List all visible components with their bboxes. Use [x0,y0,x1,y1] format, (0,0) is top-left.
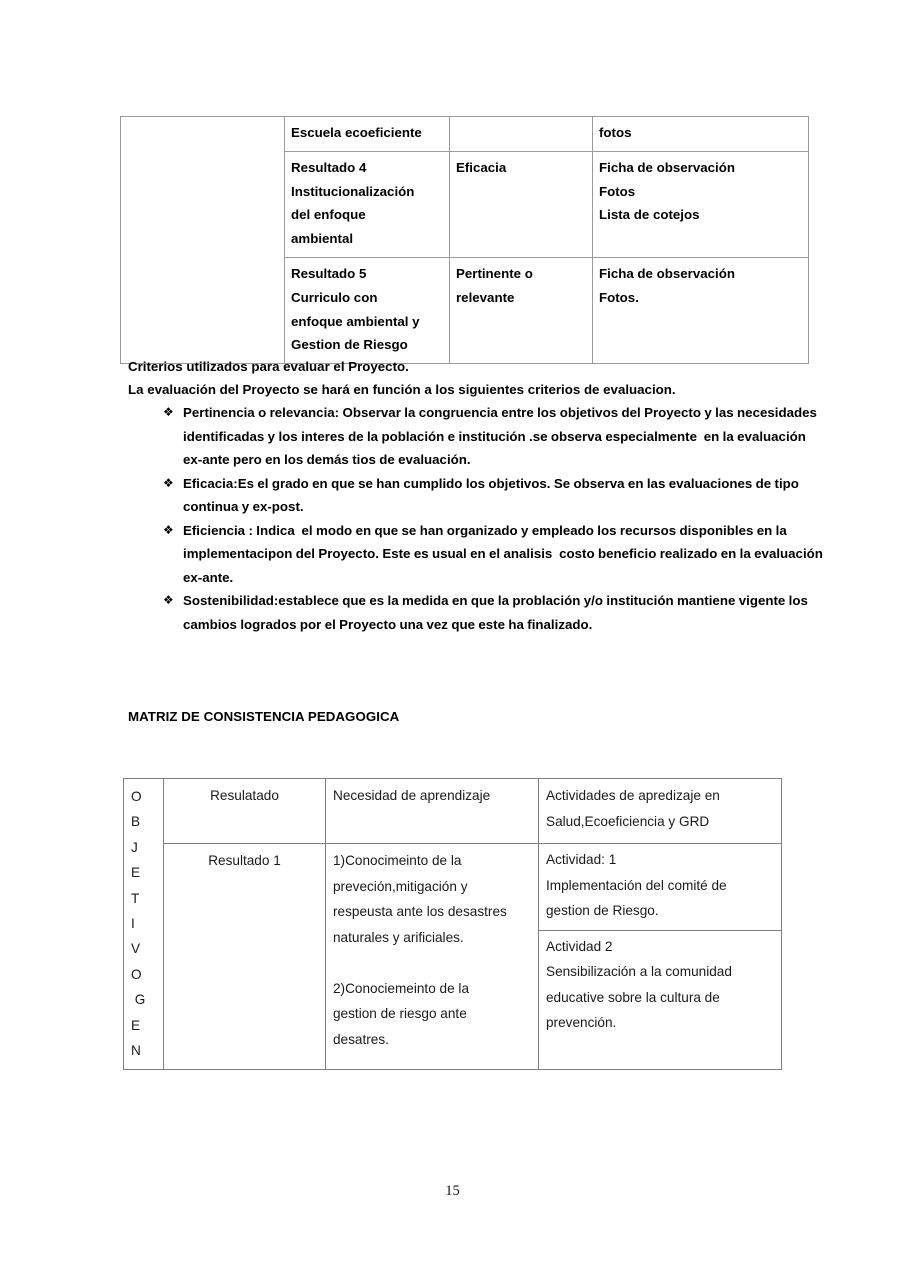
vertical-letter: E [131,865,141,881]
list-item-label: Pertinencia o relevancia: Observar la congruencia entre los objetivos del Proyecto y las necesidades identificadas y los interes de la población e institución .se observa especialmente en la evaluación ex-ante pero en los demás tios de evaluación. [183,405,821,467]
vertical-letter: O [131,789,142,804]
list-item [163,472,823,519]
table1-cell-r1c4: fotos [593,117,809,152]
table1-cell-r3c4: Ficha de observación Fotos. [593,257,809,363]
table-row [121,117,809,152]
objetivo-general-vertical-label [124,779,164,1070]
table1-cell-empty-spanned [121,117,285,364]
actividad-1-block: Actividad: 1 Implementación del comité de gestion de Riesgo. [539,844,781,930]
list-item [163,519,827,590]
table-row [124,844,782,1070]
diamond-bullet-icon: ❖ [163,475,174,490]
actividad-2-block: Actividad 2 Sensibilización a la comunidad educative sobre la cultura de prevención. [546,938,732,1031]
vertical-letter: B [131,814,141,830]
diamond-bullet-icon: ❖ [163,593,174,607]
table1-cell-r2c3: Eficacia [450,151,593,257]
vertical-letter: V [131,941,141,957]
criterios-heading: Criterios utilizados para evaluar el Proyecto. [128,359,409,374]
table2-cell-necesidades: 1)Conocimeinto de la preveción,mitigación y respeusta ante los desastres naturales y arificiales. 2)Conociemeinto de la gestion de riesgo ante desatres. [326,844,539,1070]
table2-cell-actividades [539,844,782,1070]
diamond-bullet-icon: ❖ [163,522,174,537]
table1-cell-r2c2: Resultado 4 Institucionalización del enfoque ambiental [285,151,450,257]
list-item-label: Sostenibilidad:establece que es la medida en que la problación y/o institución mantiene vigente los cambios logrados por el Proyecto una vez que este ha finalizado. [183,593,812,632]
table2-cell-resultado-1: Resultado 1 [164,844,326,1070]
table2-header-resultado: Resulatado [164,779,326,844]
vertical-letter: T [131,890,140,906]
vertical-letter: O [131,966,142,982]
list-item-label: Eficacia:Es el grado en que se han cumplido los objetivos. Se observa en las evaluaciones de tipo continua y ex-post. [183,475,803,514]
table-row [539,930,781,1042]
vertical-letter: E [131,1017,141,1033]
vertical-letter: G [131,992,146,1008]
table1-cell-r1c3 [450,117,593,152]
blank-line [333,950,531,976]
table1-cell-r3c3: Pertinente o relevante [450,257,593,363]
vertical-letter: N [131,1043,141,1059]
page-title: MATRIZ DE CONSISTENCIA PEDAGOGICA [128,709,400,724]
table2-header-necesidad: Necesidad de aprendizaje [326,779,539,844]
evaluation-criteria-table [120,116,809,364]
list-item-label: Eficiencia : Indica el modo en que se han organizado y empleado los recursos disponibles en la implementacipon del Proyecto. Este es usual en el analisis costo beneficio realizado en la evaluación ex-ante. [183,522,827,585]
table-row [539,844,781,930]
table1-cell-r2c4: Ficha de observación Fotos Lista de cotejos [593,151,809,257]
diamond-bullet-icon: ❖ [163,405,174,419]
table1-cell-r1c2: Escuela ecoeficiente [285,117,450,152]
vertical-letter: J [131,839,138,855]
actividades-subtable [539,844,781,1042]
table2-header-actividades: Actividades de apredizaje en Salud,Ecoeficiencia y GRD [539,779,782,844]
pedagogical-consistency-matrix-table [123,778,782,1070]
table1-cell-r3c2: Resultado 5 Curriculo con enfoque ambiental y Gestion de Riesgo [285,257,450,363]
vertical-letter: I [131,916,135,932]
table-row [124,779,782,844]
list-item [163,401,823,472]
criteria-bullet-list [163,401,827,636]
list-item [163,589,823,636]
page-number: 15 [445,1183,460,1199]
evaluacion-intro-paragraph: La evaluación del Proyecto se hará en función a los siguientes criterios de evaluacion. [128,382,676,397]
